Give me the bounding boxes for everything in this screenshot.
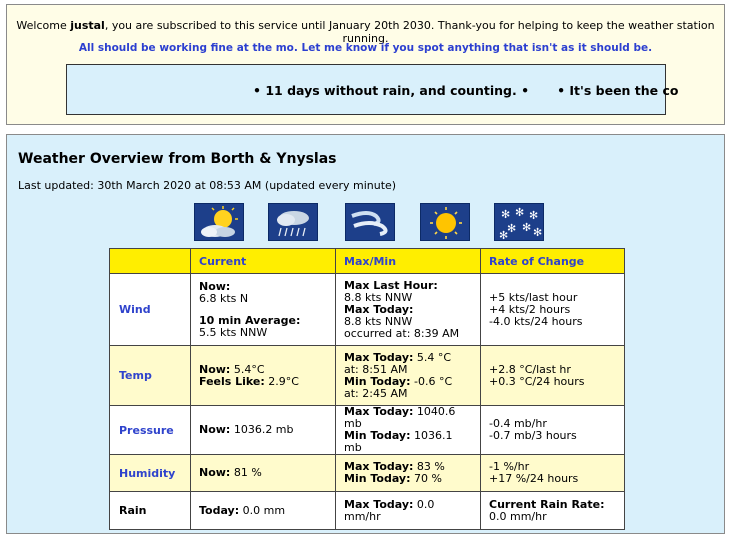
ticker-item: • 11 days without rain, and counting. • — [253, 83, 530, 98]
column-header-rate: Rate of Change — [481, 249, 625, 274]
pressure-rate-cell: -0.4 mb/hr -0.7 mb/3 hours — [481, 406, 625, 455]
username: justal — [70, 19, 105, 32]
svg-text:✻: ✻ — [529, 209, 539, 222]
row-label-temp: Temp — [110, 346, 191, 406]
weather-overview-panel — [6, 134, 725, 534]
wind-icon — [345, 203, 395, 241]
last-updated-text: Last updated: 30th March 2020 at 08:53 AM (updated every minute) — [18, 179, 397, 192]
humidity-rate-cell: -1 %/hr +17 %/24 hours — [481, 455, 625, 492]
welcome-message: Welcome justal, you are subscribed to this service until January 20th 2030. Thank-you for helping to keep the weather station running. — [16, 19, 715, 45]
rain-current-cell: Today: 0.0 mm — [191, 492, 336, 530]
wind-rate-cell: +5 kts/last hour +4 kts/2 hours -4.0 kts/24 hours — [481, 274, 625, 346]
news-ticker — [66, 64, 679, 115]
pressure-current-cell: Now: 1036.2 mb — [191, 406, 336, 455]
svg-text:✻: ✻ — [522, 221, 532, 234]
svg-text:✻: ✻ — [507, 222, 517, 235]
svg-text:✻: ✻ — [515, 206, 525, 219]
overview-title: Weather Overview from Borth & Ynyslas — [18, 151, 337, 167]
table-row-wind — [110, 274, 625, 346]
row-label-wind: Wind — [110, 274, 191, 346]
wind-current-cell: Now: 6.8 kts N 10 min Average: 5.5 kts NNW — [191, 274, 336, 346]
table-row-rain — [110, 492, 625, 530]
column-header-current: Current — [191, 249, 336, 274]
svg-text:✻: ✻ — [499, 229, 509, 242]
rain-rate-cell: Current Rain Rate: 0.0 mm/hr — [481, 492, 625, 530]
partly-cloudy-icon — [194, 203, 244, 241]
svg-text:✻: ✻ — [501, 208, 511, 221]
weather-table — [109, 248, 625, 530]
rain-maxmin-cell: Max Today: 0.0 mm/hr — [336, 492, 481, 530]
humidity-current-cell: Now: 81 % — [191, 455, 336, 492]
status-message: All should be working fine at the mo. Let me know if you spot anything that isn't as it should be. — [78, 42, 653, 54]
ticker-text — [253, 83, 707, 98]
table-header-row — [110, 249, 625, 274]
table-row-temp — [110, 346, 625, 406]
table-row-pressure — [110, 406, 625, 455]
row-label-rain: Rain — [110, 492, 191, 530]
pressure-maxmin-cell: Max Today: 1040.6 mb Min Today: 1036.1 mb — [336, 406, 481, 455]
svg-text:✻: ✻ — [533, 226, 543, 239]
subscription-notice-panel — [6, 4, 725, 125]
row-label-pressure: Pressure — [110, 406, 191, 455]
table-row-humidity — [110, 455, 625, 492]
row-label-humidity: Humidity — [110, 455, 191, 492]
wind-maxmin-cell: Max Last Hour: 8.8 kts NNW Max Today: 8.8 kts NNW occurred at: 8:39 AM — [336, 274, 481, 346]
column-header-blank — [110, 249, 191, 274]
column-header-maxmin: Max/Min — [336, 249, 481, 274]
temp-maxmin-cell: Max Today: 5.4 °C at: 8:51 AM Min Today: -0.6 °C at: 2:45 AM — [336, 346, 481, 406]
humidity-maxmin-cell: Max Today: 83 % Min Today: 70 % — [336, 455, 481, 492]
sun-icon — [420, 203, 470, 241]
temp-rate-cell: +2.8 °C/last hr +0.3 °C/24 hours — [481, 346, 625, 406]
rain-icon — [268, 203, 318, 241]
ticker-item: • It's been the co — [557, 83, 679, 98]
snow-icon — [494, 203, 544, 241]
temp-current-cell: Now: 5.4°C Feels Like: 2.9°C — [191, 346, 336, 406]
